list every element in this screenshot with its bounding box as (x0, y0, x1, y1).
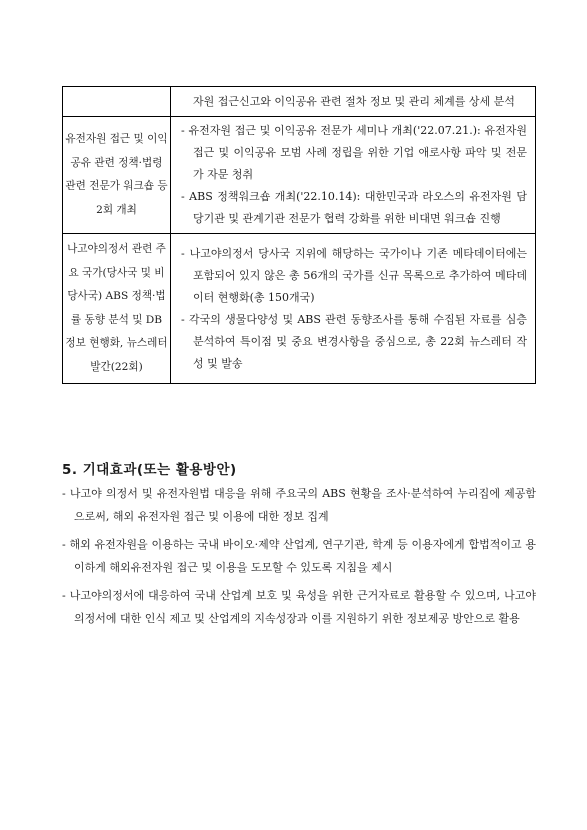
content-line: 자원 접근신고와 이익공유 관련 절차 정보 및 관리 체계를 상세 분석 (193, 95, 515, 108)
list-item: - 해외 유전자원을 이용하는 국내 바이오·제약 산업계, 연구기관, 학계 등 이용자에게 합법적이고 용이하게 해외유전자원 접근 및 이용을 도모할 수 있도록 지침을 제시 (62, 538, 536, 574)
table-row (63, 87, 536, 117)
row-content (171, 87, 536, 117)
section-heading: 5. 기대효과(또는 활용방안) (62, 462, 237, 478)
row-content (171, 117, 536, 234)
list-item: - 나고야 의정서 및 유전자원법 대응을 위해 주요국의 ABS 현황을 조사·분석하여 누리집에 제공함으로써, 해외 유전자원 접근 및 이용에 대한 정보 집계 (62, 487, 536, 523)
expected-effects-list (62, 483, 536, 636)
content-bullet: - 나고야의정서 당사국 지위에 해당하는 국가이나 기존 메타데이터에는 포함되어 있지 않은 총 56개의 국가를 신규 목록으로 추가하여 메타데이터 현행화(총 150개국) (181, 246, 527, 304)
row-label: 유전자원 접근 및 이익공유 관련 정책·법령 관련 전문가 워크숍 등 2회 개최 (63, 117, 171, 234)
content-bullet: - 유전자원 접근 및 이익공유 전문가 세미나 개최('22.07.21.): 유전자원 접근 및 이익공유 모범 사례 정립을 위한 기업 애로사항 파악 및 전문가 자문 청취 (181, 124, 527, 181)
row-label: 나고야의정서 관련 주요 국가(당사국 및 비당사국) ABS 정책·법률 동향 분석 및 DB 정보 현행화, 뉴스레터 발간(22회) (63, 234, 171, 384)
row-label (63, 87, 171, 117)
content-bullet: - 각국의 생물다양성 및 ABS 관련 동향조사를 통해 수집된 자료를 심층 분석하여 특이점 및 중요 변경사항을 중심으로, 총 22회 뉴스레터 작성 및 발송 (181, 312, 527, 370)
table-row (63, 234, 536, 384)
table-row (63, 117, 536, 234)
row-content (171, 234, 536, 384)
content-bullet: - ABS 정책워크숍 개최('22.10.14): 대한민국과 라오스의 유전자원 담당기관 및 관계기관 전문가 협력 강화를 위한 비대면 워크숍 진행 (181, 190, 527, 225)
project-results-table (62, 86, 536, 384)
list-item: - 나고야의정서에 대응하여 국내 산업계 보호 및 육성을 위한 근거자료로 활용할 수 있으며, 나고야의정서에 대한 인식 제고 및 산업계의 지속성장과 이를 지원하기 위한 정보제공 방안으로 활용 (62, 589, 536, 625)
